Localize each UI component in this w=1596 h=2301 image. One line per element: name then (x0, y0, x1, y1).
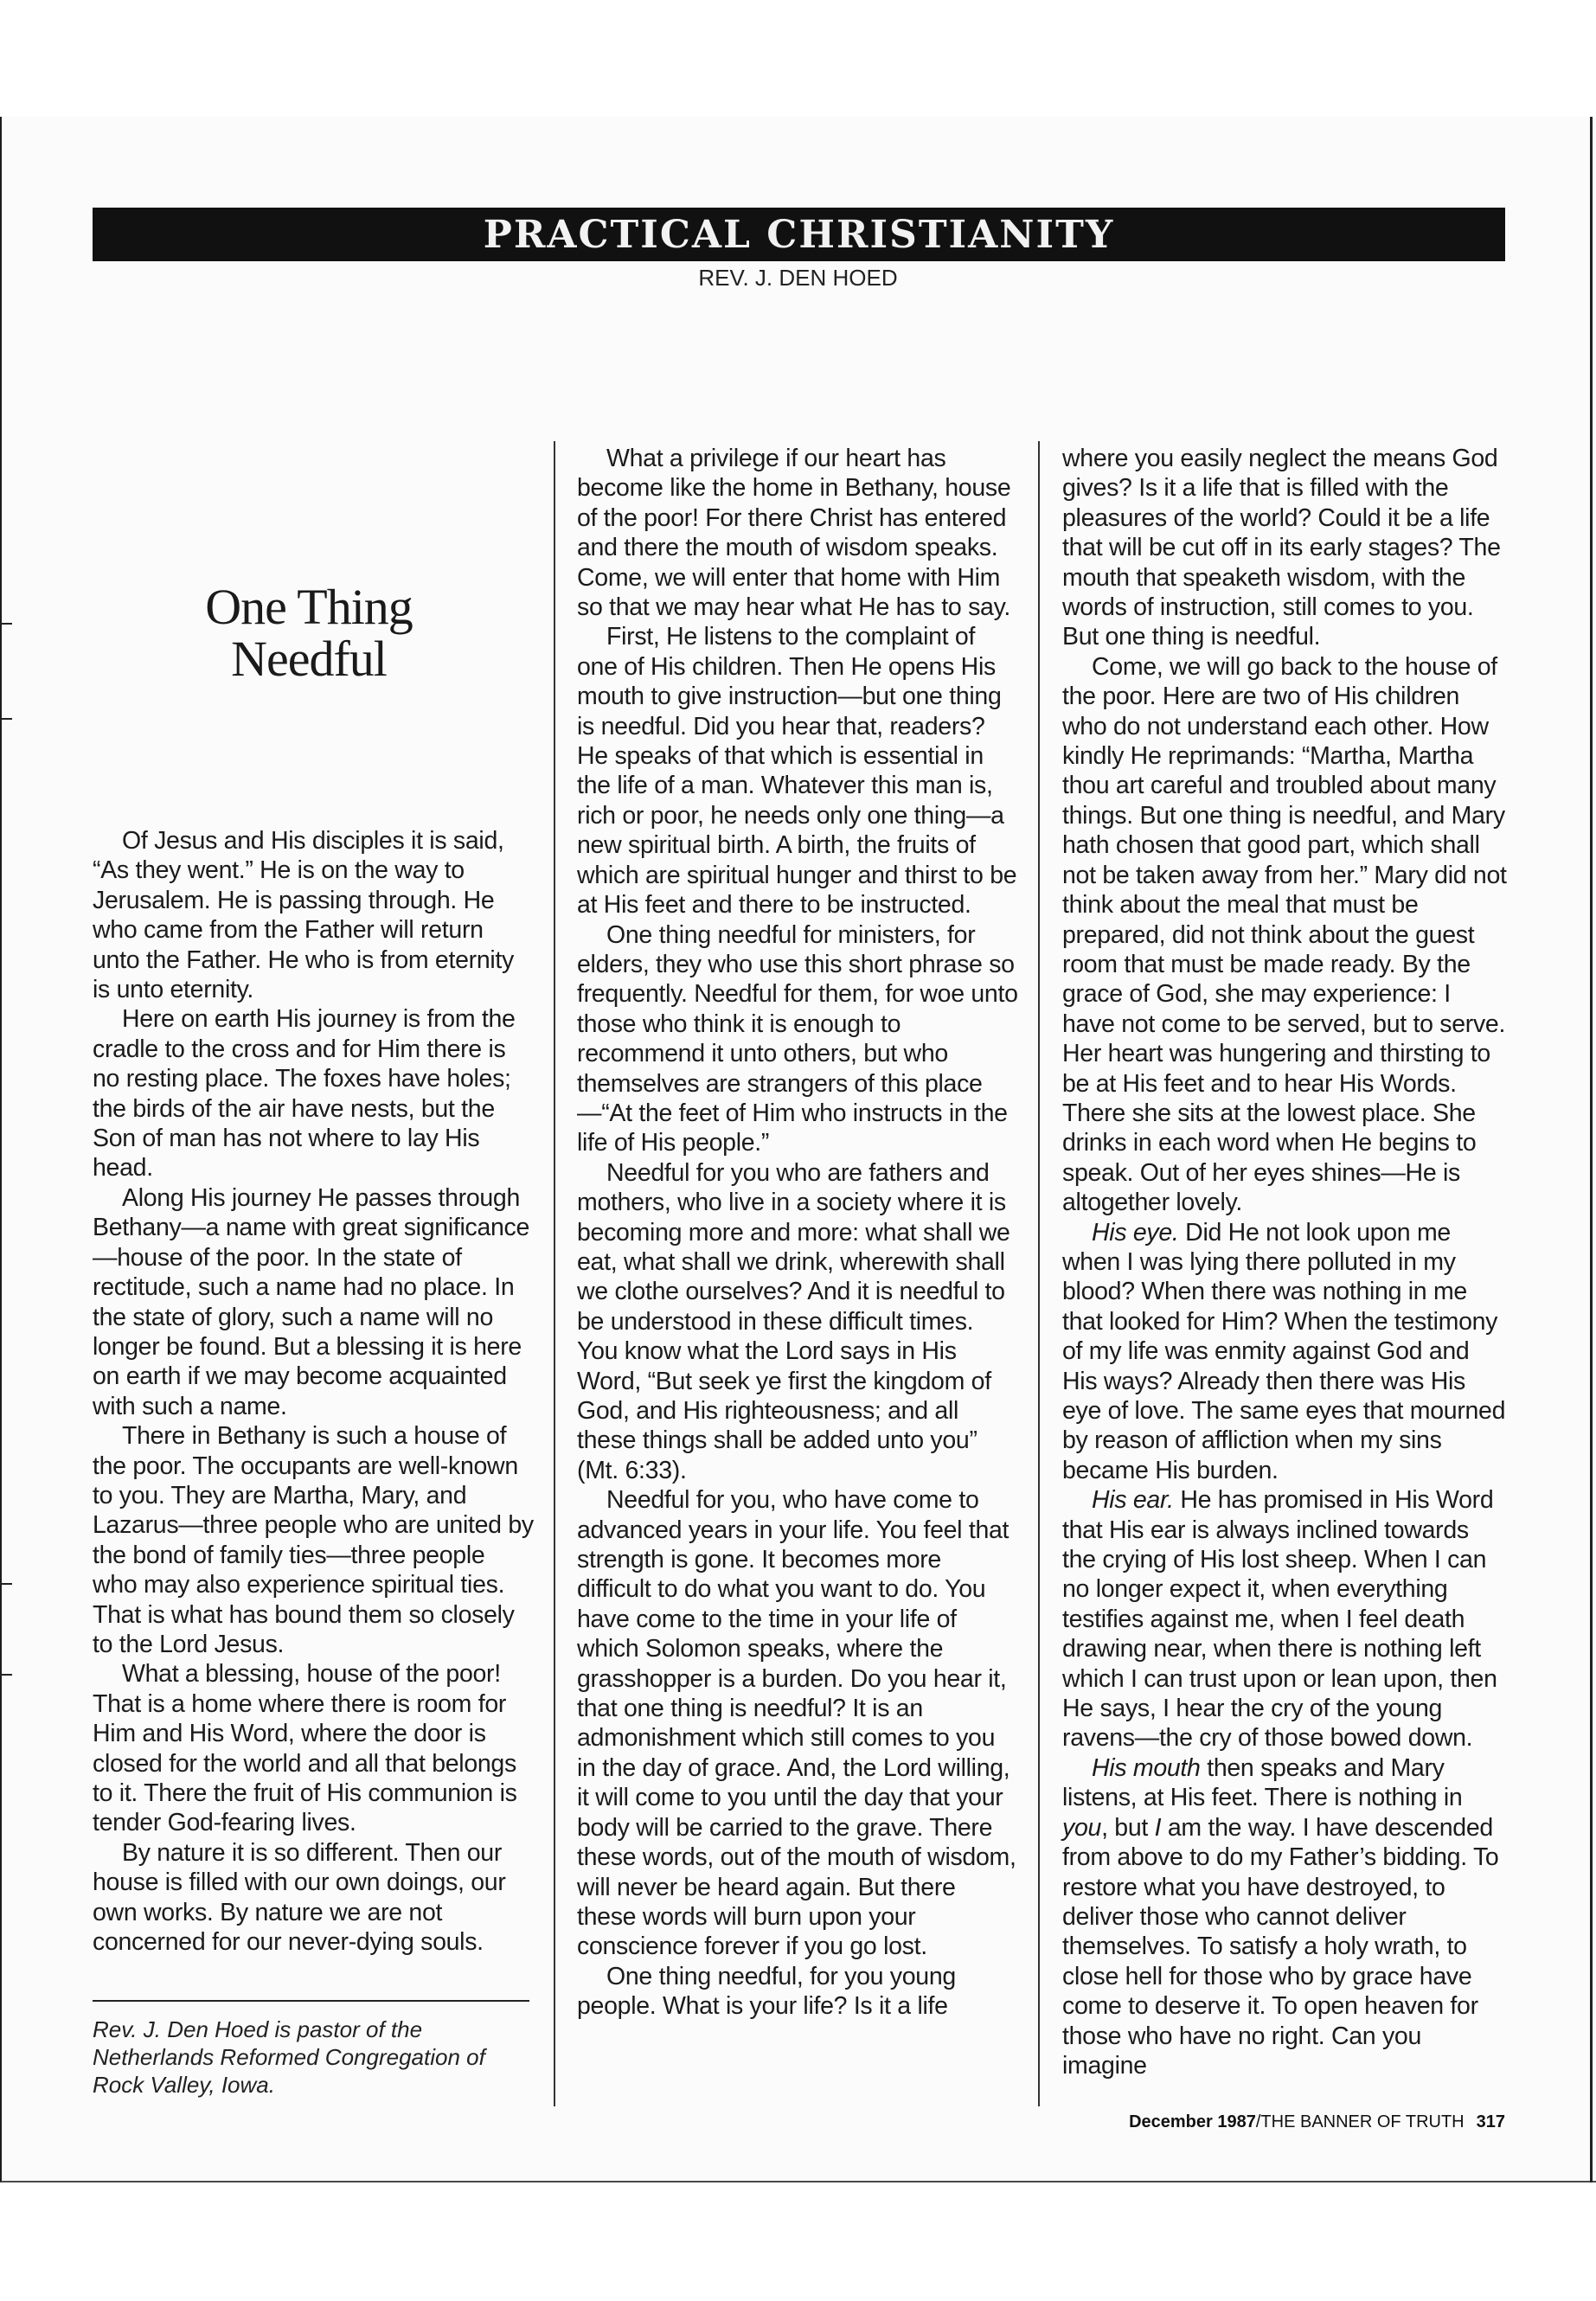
section-banner (93, 208, 1505, 261)
paragraph-text: Did He not look upon me when I was lying there polluted in my blood? When there was nothing in me that looked for Him? When the testimony of my life was enmity against God and His ways? Already then there was His eye of love. The same eyes that mourned by reason of affliction when my sins became His burden. (1062, 1218, 1506, 1484)
paragraph (1062, 1218, 1508, 1486)
paragraph: By nature it is so different. Then our house is filled with our own doings, our own works. By nature we are not concerned for our never-dying souls. (93, 1838, 506, 1957)
author-footnote: Rev. J. Den Hoed is pastor of the Netherlands Reformed Congregation of Rock Valley, Iowa. (93, 2016, 485, 2098)
emphasis: I (1154, 1813, 1162, 1842)
author-byline: REV. J. DEN HOED (698, 265, 898, 291)
column-1 (93, 826, 534, 1957)
issue-date: December 1987 (1129, 2112, 1256, 2131)
emphasis: His mouth (1092, 1753, 1201, 1782)
article-title (93, 581, 525, 685)
margin-mark (0, 623, 12, 625)
paragraph (1062, 1485, 1508, 1753)
title-line-2: Needful (231, 631, 387, 687)
emphasis: His eye. (1092, 1218, 1179, 1247)
emphasis: you (1062, 1813, 1102, 1842)
paragraph: Needful for you, who have come to advanced years in your life. You feel that strength is gone. It becomes more difficult to do what you want to do. You have come to the time in your life of which Solomon speaks, where the grasshopper is a burden. Do you hear it, that one thing is needful? It is an admonishment which still comes to you in the day of grace. And, the Lord willing, it will come to you until the day that your body will be carried to the grave. There these words, out of the mouth of wisdom, will never be heard again. But there these words will burn upon your conscience forever if you go lost. (577, 1486, 1016, 1961)
paragraph: One thing needful for ministers, for elders, they who use this short phrase so frequently. Needful for them, for woe unto those who think it is enough to recommend it unto others, but who themselves are strangers of this place—“At the feet of Him who instructs in the life of His people.” (577, 920, 1018, 1157)
paragraph-text: then speaks and Mary listens, at His feet. There is nothing in (1062, 1753, 1463, 1812)
paragraph-text: , but (1101, 1813, 1155, 1842)
section-title: PRACTICAL CHRISTIANITY (483, 212, 1115, 257)
margin-mark (0, 1583, 12, 1585)
title-line-1: One Thing (205, 579, 413, 635)
page-right-edge (1590, 117, 1593, 2182)
column-2 (577, 444, 1020, 2022)
margin-mark (0, 718, 12, 720)
paragraph: where you easily neglect the means God gives? Is it a life that is filled with the pleasures of the world? Could it be a life that will be cut off in its early stages? The mouth that speaketh wisdom, with the words of instruction, still comes to you. But one thing is needful. (1062, 445, 1501, 651)
paragraph: First, He listens to the complaint of one of His children. Then He opens His mouth to give instruction—but one thing is needful. Did you hear that, readers? He speaks of that which is essential in the life of a man. Whatever this man is, rich or poor, he needs only one thing—a new spiritual birth. A birth, the fruits of which are spiritual hunger and thirst to be at His feet and there to be instructed. (577, 623, 1017, 920)
paragraph: What a privilege if our heart has become like the home in Bethany, house of the poor! For there Christ has entered and there the mouth of wisdom speaks. Come, we will enter that home with Him so that we may hear what He has to say. (577, 445, 1011, 622)
paragraph: Here on earth His journey is from the cradle to the cross and for Him there is no resting place. The foxes have holes; the birds of the air have nests, but the Son of man has not where to lay His head. (93, 1005, 516, 1183)
paragraph: What a blessing, house of the poor! That is a home where there is room for Him and His Word, where the door is closed for the world and all that belongs to it. There the fruit of His communion is tender God-fearing lives. (93, 1660, 517, 1837)
paragraph: There in Bethany is such a house of the poor. The occupants are well-known to you. They are Martha, Mary, and Lazarus—three people who are united by the bond of family ties—three people who may also experience spiritual ties. That is what has bound them so closely to the Lord Jesus. (93, 1422, 534, 1658)
paragraph: Of Jesus and His disciples it is said, “As they went.” He is on the way to Jerusalem. He is passing through. He who came from the Father will return unto the Father. He who is from eternity is unto eternity. (93, 827, 514, 1004)
paragraph-text: am the way. I have descended from above to do my Father’s bidding. To restore what you have destroyed, to deliver those who cannot deliver themselves. To satisfy a holy wrath, to close hell for those who by grace have come to deserve it. To open heaven for those who have no right. Can you imagine (1062, 1813, 1499, 2080)
paragraph (1062, 1753, 1508, 2080)
footnote-rule (93, 2000, 529, 2002)
margin-mark (0, 1674, 12, 1676)
page-number: 317 (1476, 2112, 1505, 2131)
paragraph: Along His journey He passes through Bethany—a name with great significance—house of the poor. In the state of rectitude, such a name had no place. In the state of glory, such a name will no longer be found. But a blessing it is here on earth if we may become acquainted with such a name. (93, 1183, 530, 1420)
paragraph: Come, we will go back to the house of the poor. Here are two of His children who do not understand each other. How kindly He reprimands: “Martha, Martha thou art careful and troubled about many things. But one thing is needful, and Mary hath chosen that good part, which shall not be taken away from her.” Mary did not think about the meal that must be prepared, did not think about the guest room that must be made ready. By the grace of God, she may experience: I have not come to be served, but to serve. Her heart was hungering and thirsting to be at His feet and to hear His Words. There she sits at the lowest place. She drinks in each word when He begins to speak. Out of her eyes shines—He is altogether lovely. (1062, 652, 1507, 1217)
paragraph-text: He has promised in His Word that His ear is always inclined towards the crying of His lost sheep. When I can no longer expect it, when everything testifies against me, when I feel death drawing near, when there is nothing left which I can trust upon or lean upon, then He says, I hear the cry of the young ravens—the cry of those bowed down. (1062, 1486, 1497, 1753)
paragraph: One thing needful, for you young people. What is your life? Is it a life (577, 1962, 956, 2021)
column-divider-1 (554, 441, 555, 2106)
publication-name: /THE BANNER OF TRUTH (1255, 2112, 1465, 2131)
column-divider-2 (1038, 441, 1040, 2106)
paragraph: Needful for you who are fathers and mothers, who live in a society where it is becoming more and more: what shall we eat, what shall we drink, wherewith shall we clothe ourselves? And it is needful to be understood in these difficult times. You know what the Lord says in His Word, “But seek ye first the kingdom of God, and His righteousness; and all these things shall be added unto you” (Mt. 6:33). (577, 1158, 1010, 1484)
page-footer (1038, 2112, 1505, 2132)
emphasis: His ear. (1092, 1486, 1174, 1515)
column-3 (1062, 444, 1508, 2080)
